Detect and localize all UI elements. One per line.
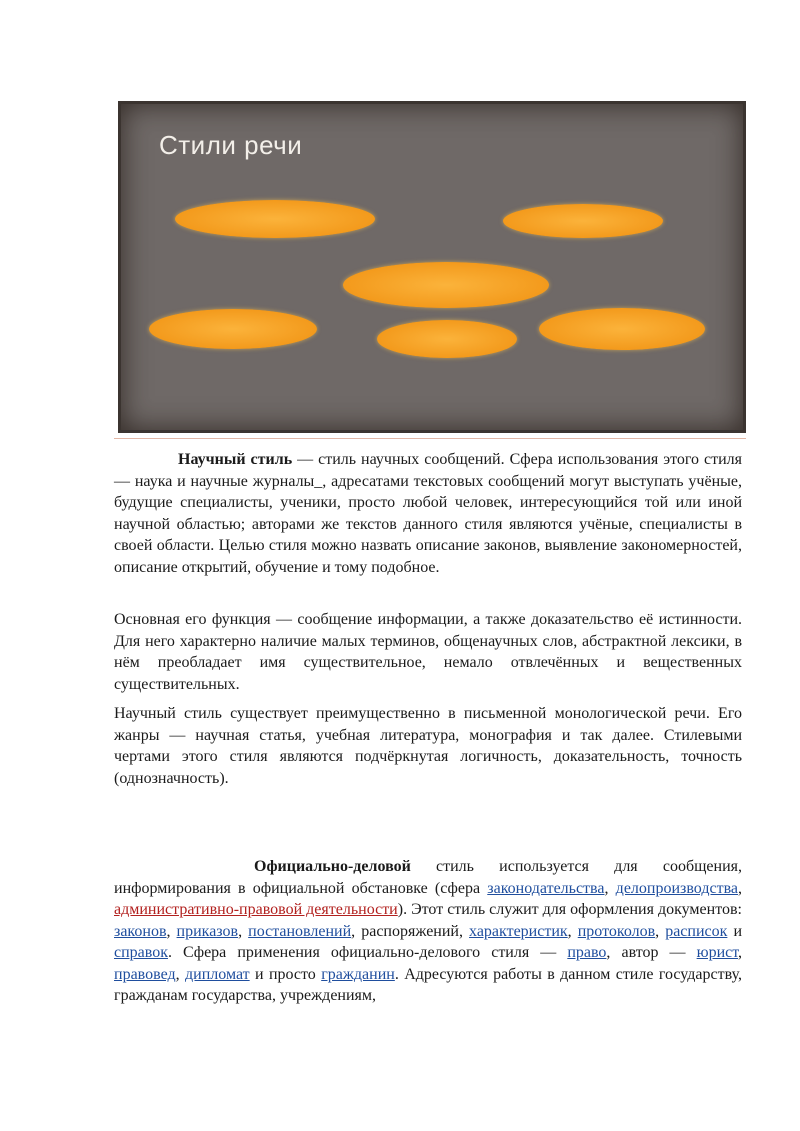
- text-segment: , распоряжений,: [351, 922, 470, 940]
- link-protocols[interactable]: протоколов: [577, 922, 656, 940]
- link-receipts[interactable]: расписок: [665, 922, 728, 940]
- text-segment: ,: [738, 944, 743, 961]
- scientific-paragraph-1: [114, 449, 742, 578]
- link-certificates[interactable]: справок: [114, 944, 168, 961]
- text-segment: ,: [238, 922, 249, 940]
- text-segment: . Адресуются работы в данном стиле государству, гражданам государства, учреждениям,: [114, 965, 743, 1004]
- text-segment: и просто: [249, 965, 322, 983]
- scientific-p2-text: Основная его функция — сообщение информации, а также доказательство её истинности. Для него характерно наличие малых терминов, общенаучных слов, абстрактной лексики, в нём преобладает имя существительное, немало отвлечённых и вещественных существительных.: [114, 611, 742, 693]
- oval-bottom-right: [539, 308, 705, 350]
- link-characteristics[interactable]: характеристик: [469, 922, 568, 940]
- official-paragraph: [114, 856, 742, 1007]
- link-citizen[interactable]: гражданин: [321, 965, 395, 983]
- slide-title: Стили речи: [159, 130, 303, 160]
- text-segment: , автор —: [606, 944, 697, 961]
- text-segment: . Сфера применения официально-делового стиля —: [167, 944, 568, 961]
- link-law[interactable]: право: [567, 944, 607, 961]
- scientific-paragraph-3: [114, 703, 742, 789]
- text-segment: и: [727, 922, 742, 940]
- text-segment: ,: [738, 879, 743, 897]
- oval-top-left: [175, 200, 375, 238]
- link-legislation[interactable]: законодательства: [487, 879, 605, 897]
- divider-line: [114, 438, 746, 439]
- official-style-heading: Официально-деловой: [254, 858, 411, 875]
- text-segment: ,: [655, 922, 666, 940]
- scientific-paragraph-2: [114, 609, 742, 695]
- text-segment: ,: [567, 922, 578, 940]
- link-jurist[interactable]: правовед: [114, 965, 176, 983]
- text-segment: ,: [604, 879, 616, 897]
- oval-center: [343, 262, 549, 308]
- text-segment: ,: [166, 922, 177, 940]
- link-resolutions[interactable]: постановлений: [248, 922, 352, 940]
- oval-bottom-middle: [377, 320, 517, 358]
- link-administrative-activity[interactable]: административно-правовой деятельности: [114, 901, 398, 918]
- link-orders[interactable]: приказов: [176, 922, 239, 940]
- link-office-work[interactable]: делопроизводства: [615, 879, 739, 897]
- text-segment: ). Этот стиль служит для оформления документов:: [397, 901, 742, 918]
- link-lawyer[interactable]: юрист: [696, 944, 739, 961]
- slide-image: [118, 101, 746, 433]
- scientific-p1-text: — стиль научных сообщений. Сфера использования этого стиля — наука и научные журналы_, адресатами текстовых сообщений могут выступать учёные, будущие специалисты, ученики, просто любой человек, интересующийся той или иной научной областью; авторами же текстов данного стиля являются учёные, специалисты в своей области. Целью стиля можно назвать описание законов, выявление закономерностей, описание открытий, обучение и тому подобное.: [114, 451, 743, 576]
- text-segment: ,: [175, 965, 185, 983]
- link-diplomat[interactable]: дипломат: [185, 965, 250, 983]
- oval-top-right: [503, 204, 663, 238]
- oval-bottom-left: [149, 309, 317, 349]
- text-segment: стиль используется для сообщения, информирования в официальной обстановке (сфера: [114, 858, 742, 897]
- link-laws[interactable]: законов: [114, 922, 167, 940]
- scientific-style-heading: Научный стиль: [178, 451, 293, 468]
- scientific-p3-text: Научный стиль существует преимущественно в письменной монологической речи. Его жанры — научная статья, учебная литература, монография и так далее. Стилевыми чертами этого стиля являются подчёркнутая логичность, доказательность, точность (однозначность).: [114, 705, 742, 787]
